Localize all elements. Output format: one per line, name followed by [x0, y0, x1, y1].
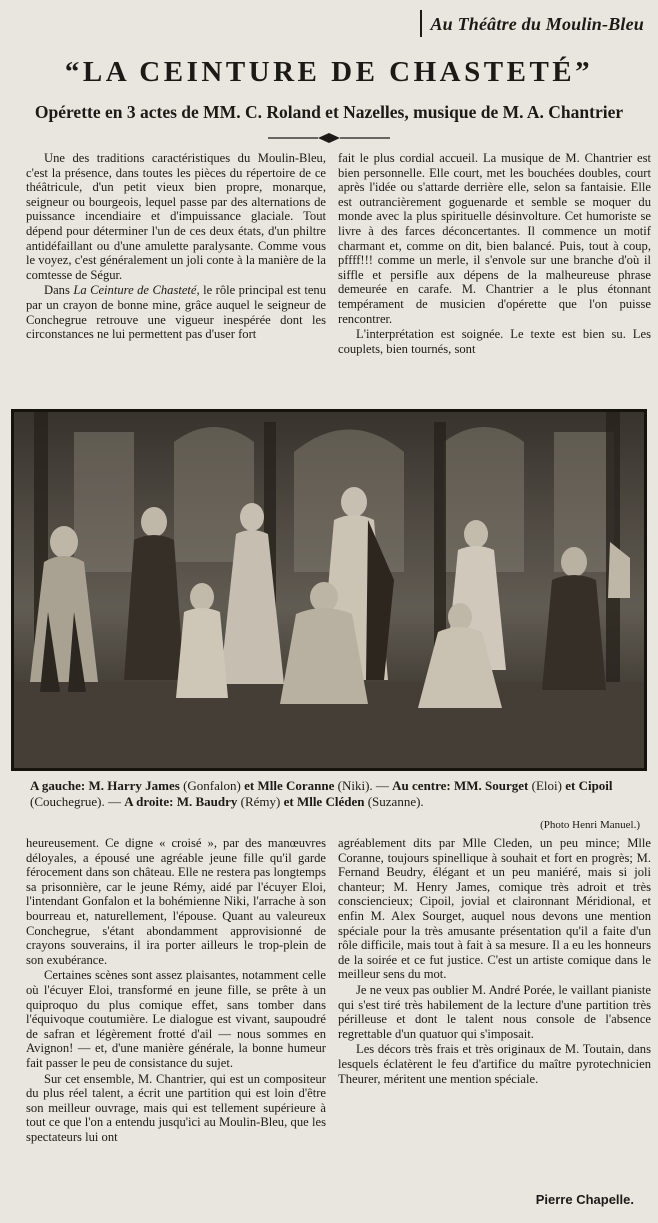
ornament-rule	[268, 131, 390, 145]
stage-scene-illustration	[14, 412, 644, 768]
paragraph: agréablement dits par Mlle Cleden, un peu mince; Mlle Coranne, toujours spinellique à souhait et fort en progrès; M. Fernand Beudry, élégant et un peu maniéré, mais si joli chanteur; M. Henry James, comique très adroit et très consciencieux; Cipoil, jovial et claironnant Méridional, et enfin M. Alex Sourget, auquel nous devons une mention spéciale pour la très amusante présentation qu'il a faite d'un rôle difficile, mais tout à fait à sa mesure. Il a eu les honneurs de la soirée et ce fut justice. C'est un artiste comique dans le meilleur sens du mot.	[338, 836, 651, 982]
paragraph: Certaines scènes sont assez plaisantes, notamment celle où l'écuyer Eloi, transformé en jeune fille, se prête à un quiproquo du plus comique effet, sans tomber dans l'équivoque coutumière. Le dialogue est vivant, saupoudré de safran et légèrement frotté d'ail — nous sommes en Avignon! — et, d'une manière générale, la bonne humeur fait passer le peu de consistance du sujet.	[26, 968, 326, 1070]
paragraph: Une des traditions caractéristiques du Moulin-Bleu, c'est la présence, dans toutes les pièces du répertoire de ce théâtricule, d'un petit vieux bien propre, monarque, seigneur ou bourgeois, lequel passe par des alternations de puissance incendiaire et d'impuissance glaciale. Tout dépend pour déterminer l'un de ces deux états, d'un philtre antidéfaillant ou d'une amulette paralysante. Comme vous le voyez, c'est généralement un joli conte à la manière de la comtesse de Ségur.	[26, 151, 326, 282]
article-subtitle: Opérette en 3 actes de MM. C. Roland et Nazelles, musique de M. A. Chantrier	[34, 102, 624, 122]
paragraph: Je ne veux pas oublier M. André Porée, le vaillant pianiste qui s'est tiré très habilement de la lecture d'une partition très périlleuse et dont le talent nous console de l'absence regrettable d'un quatuor qui s'imposait.	[338, 982, 651, 1041]
paragraph: Les décors très frais et très originaux de M. Toutain, dans lesquels éclatèrent le feu d'artifice du maître pyrotechnicien Theurer, méritent une mention spéciale.	[338, 1042, 651, 1086]
section-rubric: Au Théâtre du Moulin-Bleu	[420, 10, 650, 37]
article-column-1	[26, 151, 326, 407]
paragraph: fait le plus cordial accueil. La musique de M. Chantrier est bien personnelle. Elle court, met les bouchées doubles, court après l'idée ou s'attarde derrière elle, selon sa fantaisie. Elle est outrancièrement goguenarde et semble se moquer du monde avec la plus spirituelle désinvolture. Cet humoriste se livre à des farces déconcertantes. Il commence un motif charmant et, comme on dit, bien balancé. Puis, tout à coup, pffff!!! comme un merle, il s'envole sur une branche d'où il siffle et persifle aux dépens de la malheureuse phrase demeurée en carafe. M. Chantrier a le plus étonnant tempérament de musicien d'opérette que l'on puisse rencontrer.	[338, 151, 651, 326]
stage-photograph	[11, 409, 647, 771]
paragraph: heureusement. Ce digne « croisé », par des manœuvres déloyales, a épousé une agréable jeune fille qu'il garde férocement dans son château. Elle ne restera pas longtemps sa prisonnière, car le jeune Rémy, aidé par l'écuyer Eloi, l'intendant Gonfalon et la bohémienne Niki, l'arrache à son bourreau et, naturellement, l'épouse. Quant au valeureux Conchegrue, s'étant abondamment approvisionné de crayons souverains, il ira porter ailleurs le trop-plein de son exubérance.	[26, 836, 326, 967]
article-column-4	[338, 836, 651, 1198]
photo-caption: A gauche: M. Harry James (Gonfalon) et Mlle Coranne (Niki). — Au centre: MM. Sourget (Eloi) et Cipoil (Couchegrue). — A droite: M. Baudry (Rémy) et Mlle Cléden (Suzanne).	[30, 778, 613, 809]
paragraph: Sur cet ensemble, M. Chantrier, qui est un compositeur du plus réel talent, a écrit une partition qui est loin d'être son meilleur ouvrage, mais qui est tellement supérieure à tout ce que l'on a entendu jusqu'ici au Moulin-Bleu, que les spectateurs lui ont	[26, 1071, 326, 1144]
paragraph: Dans La Ceinture de Chasteté, le rôle principal est tenu par un crayon de bonne mine, grâce auquel le seigneur de Conchegrue retrouve une vigueur inespérée dont les circonstances ne lui permettent pas d'user fort	[26, 283, 326, 342]
photo-credit: (Photo Henri Manuel.)	[540, 819, 640, 831]
article-column-3	[26, 836, 326, 1208]
article-title: “LA CEINTURE DE CHASTETÉ”	[64, 56, 594, 88]
author-signature: Pierre Chapelle.	[535, 1192, 634, 1207]
article-column-2	[338, 151, 651, 407]
paragraph: L'interprétation est soignée. Le texte est bien su. Les couplets, bien tournés, sont	[338, 327, 651, 356]
